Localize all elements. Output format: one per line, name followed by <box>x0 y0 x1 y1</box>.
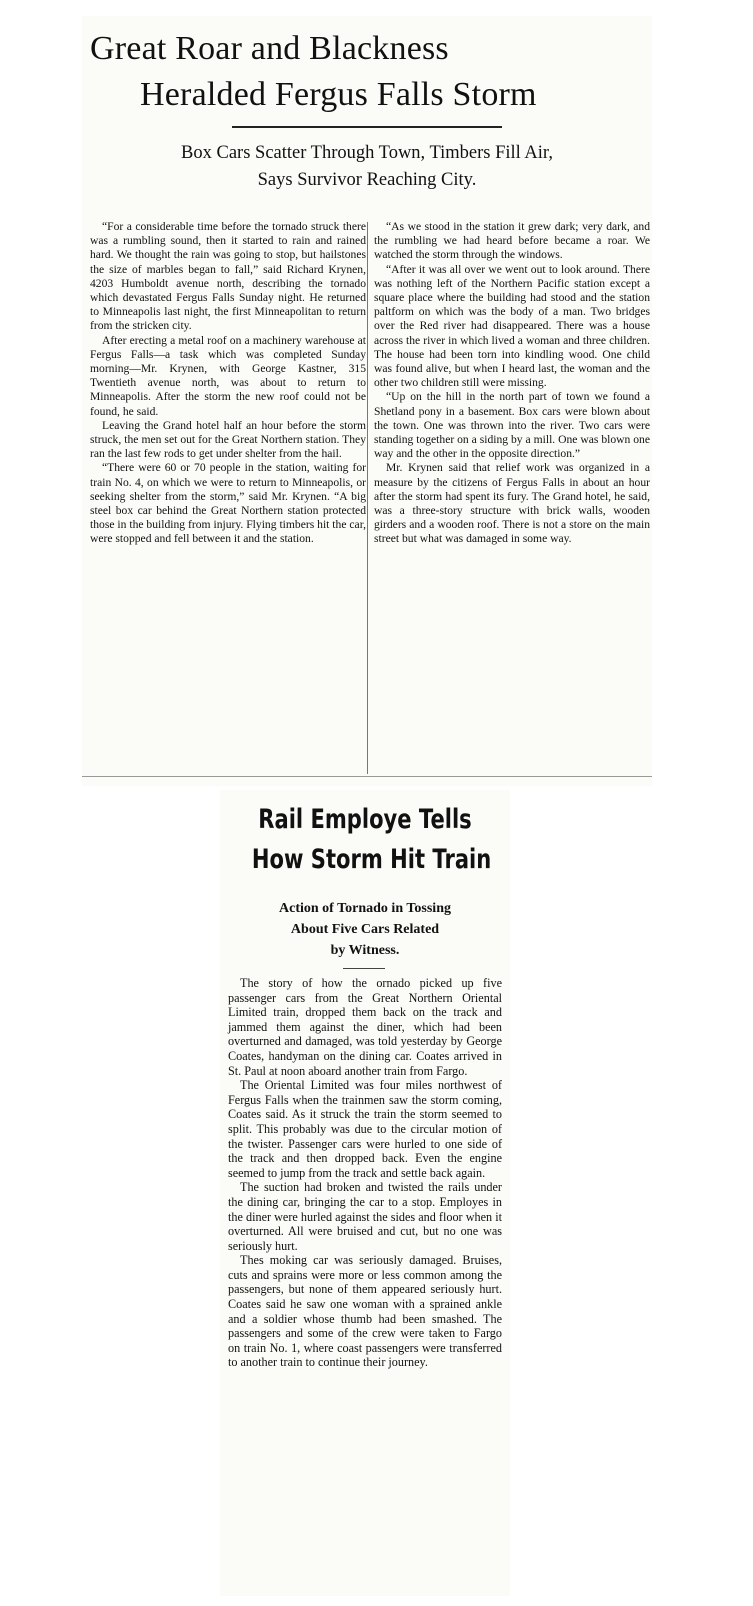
headline-line-1: Great Roar and Blackness <box>90 30 449 67</box>
headline-line-2: How Storm Hit Train <box>251 844 492 875</box>
article-column-right <box>374 220 650 547</box>
paragraph: After erecting a metal roof on a machinery warehouse at Fergus Falls—a task which was completed Sunday morning—Mr. Krynen, with George Kastner, 315 Twentieth avenue north, was about to return to Minneapolis. After the storm the new roof could not be found, he said. <box>90 333 366 418</box>
headline-line-2: Heralded Fergus Falls Storm <box>140 76 537 113</box>
paragraph: “After it was all over we went out to look around. There was nothing left of the Northern Pacific station except a square place where the building had stood and the station paltform on which was the body of a man. Two bridges over the Red river had disappeared. There was a house across the river in which lived a woman and three children. The house had been torn into kindling wood. One child was found alive, but when I heard last, the woman and the other two children still were missing. <box>374 262 650 390</box>
subheadline-line-3: by Witness. <box>330 943 400 958</box>
subheadline-line-1: Action of Tornado in Tossing <box>279 901 451 916</box>
paragraph: Thes moking car was seriously damaged. Bruises, cuts and sprains were more or less common among the passengers, but none of them appeared seriously hurt. Coates said he saw one woman with a sprained ankle and a soldier whose thumb had been smashed. The passengers and some of the crew were taken to Fargo on train No. 1, where coast passengers were transferred to another train to continue their journey. <box>228 1253 502 1370</box>
news-clipping-fergus-falls-storm <box>82 16 652 786</box>
paragraph: “As we stood in the station it grew dark; very dark, and the rumbling we had heard before became a roar. We watched the storm through the windows. <box>374 220 650 262</box>
paragraph: “For a considerable time before the tornado struck there was a rumbling sound, then it started to rain and rained hard. We thought the rain was going to stop, but hailstones the size of marbles began to fall,” said Richard Krynen, 4203 Humboldt avenue north, describing the tornado which devastated Fergus Falls Sunday night. He returned to Minneapolis last night, the first Minneapolitan to return from the stricken city. <box>90 220 366 333</box>
headline-rule <box>232 126 502 128</box>
subheadline-line-1: Box Cars Scatter Through Town, Timbers Fill Air, <box>181 143 553 163</box>
article-column-left <box>90 220 366 547</box>
column-divider <box>367 222 368 774</box>
paragraph: The Oriental Limited was four miles northwest of Fergus Falls when the trainmen saw the storm coming, Coates said. As it struck the train the storm seemed to split. This probably was due to the circular motion of the twister. Passenger cars were hurled to one side of the track and then dropped back. Even the engine seemed to jump from the track and settle back again. <box>228 1078 502 1180</box>
headline-line-1: Rail Employe Tells <box>258 804 472 835</box>
subheadline-line-2: About Five Cars Related <box>290 922 440 937</box>
paragraph: “There were 60 or 70 people in the station, waiting for train No. 4, on which we were to return to Minneapolis, or seeking shelter from the storm,” said Mr. Krynen. “A big steel box car behind the Great Northern station protected those in the building from injury. Flying timbers hit the car, were stopped and fell between it and the station. <box>90 461 366 546</box>
clipping-bottom-rule <box>82 776 652 777</box>
paragraph: “Up on the hill in the north part of town we found a Shetland pony in a basement. Box cars were blown about the town. One was thrown into the river. Two cars were standing together on a siding by a mill. One was blown one way and the other in the opposite direction.” <box>374 390 650 461</box>
paragraph: The suction had broken and twisted the rails under the dining car, bringing the car to a stop. Employes in the diner were hurled against the sides and floor when it overturned. All were bruised and cut, but no one was seriously hurt. <box>228 1180 502 1253</box>
paragraph: Mr. Krynen said that relief work was organized in a measure by the citizens of Fergus Falls in about an hour after the storm had spent its fury. The Grand hotel, he said, was a three-story structure with brick walls, wooden girders and a wooden roof. There is not a store on the main street but what was damaged in some way. <box>374 461 650 546</box>
subheadline-line-2: Says Survivor Reaching City. <box>257 170 477 190</box>
news-clipping-rail-employe <box>220 790 510 1596</box>
separator-dash <box>343 968 385 969</box>
article-body <box>228 976 502 1370</box>
paragraph: Leaving the Grand hotel half an hour before the storm struck, the men set out for the Great Northern station. They ran the last few rods to get under shelter from the hail. <box>90 418 366 461</box>
paragraph: The story of how the ornado picked up five passenger cars from the Great Northern Oriental Limited train, dropped them back on the track and jammed them against the diner, which had been overturned and damaged, was told yesterday by George Coates, handyman on the dining car. Coates arrived in St. Paul at noon aboard another train from Fargo. <box>228 976 502 1078</box>
